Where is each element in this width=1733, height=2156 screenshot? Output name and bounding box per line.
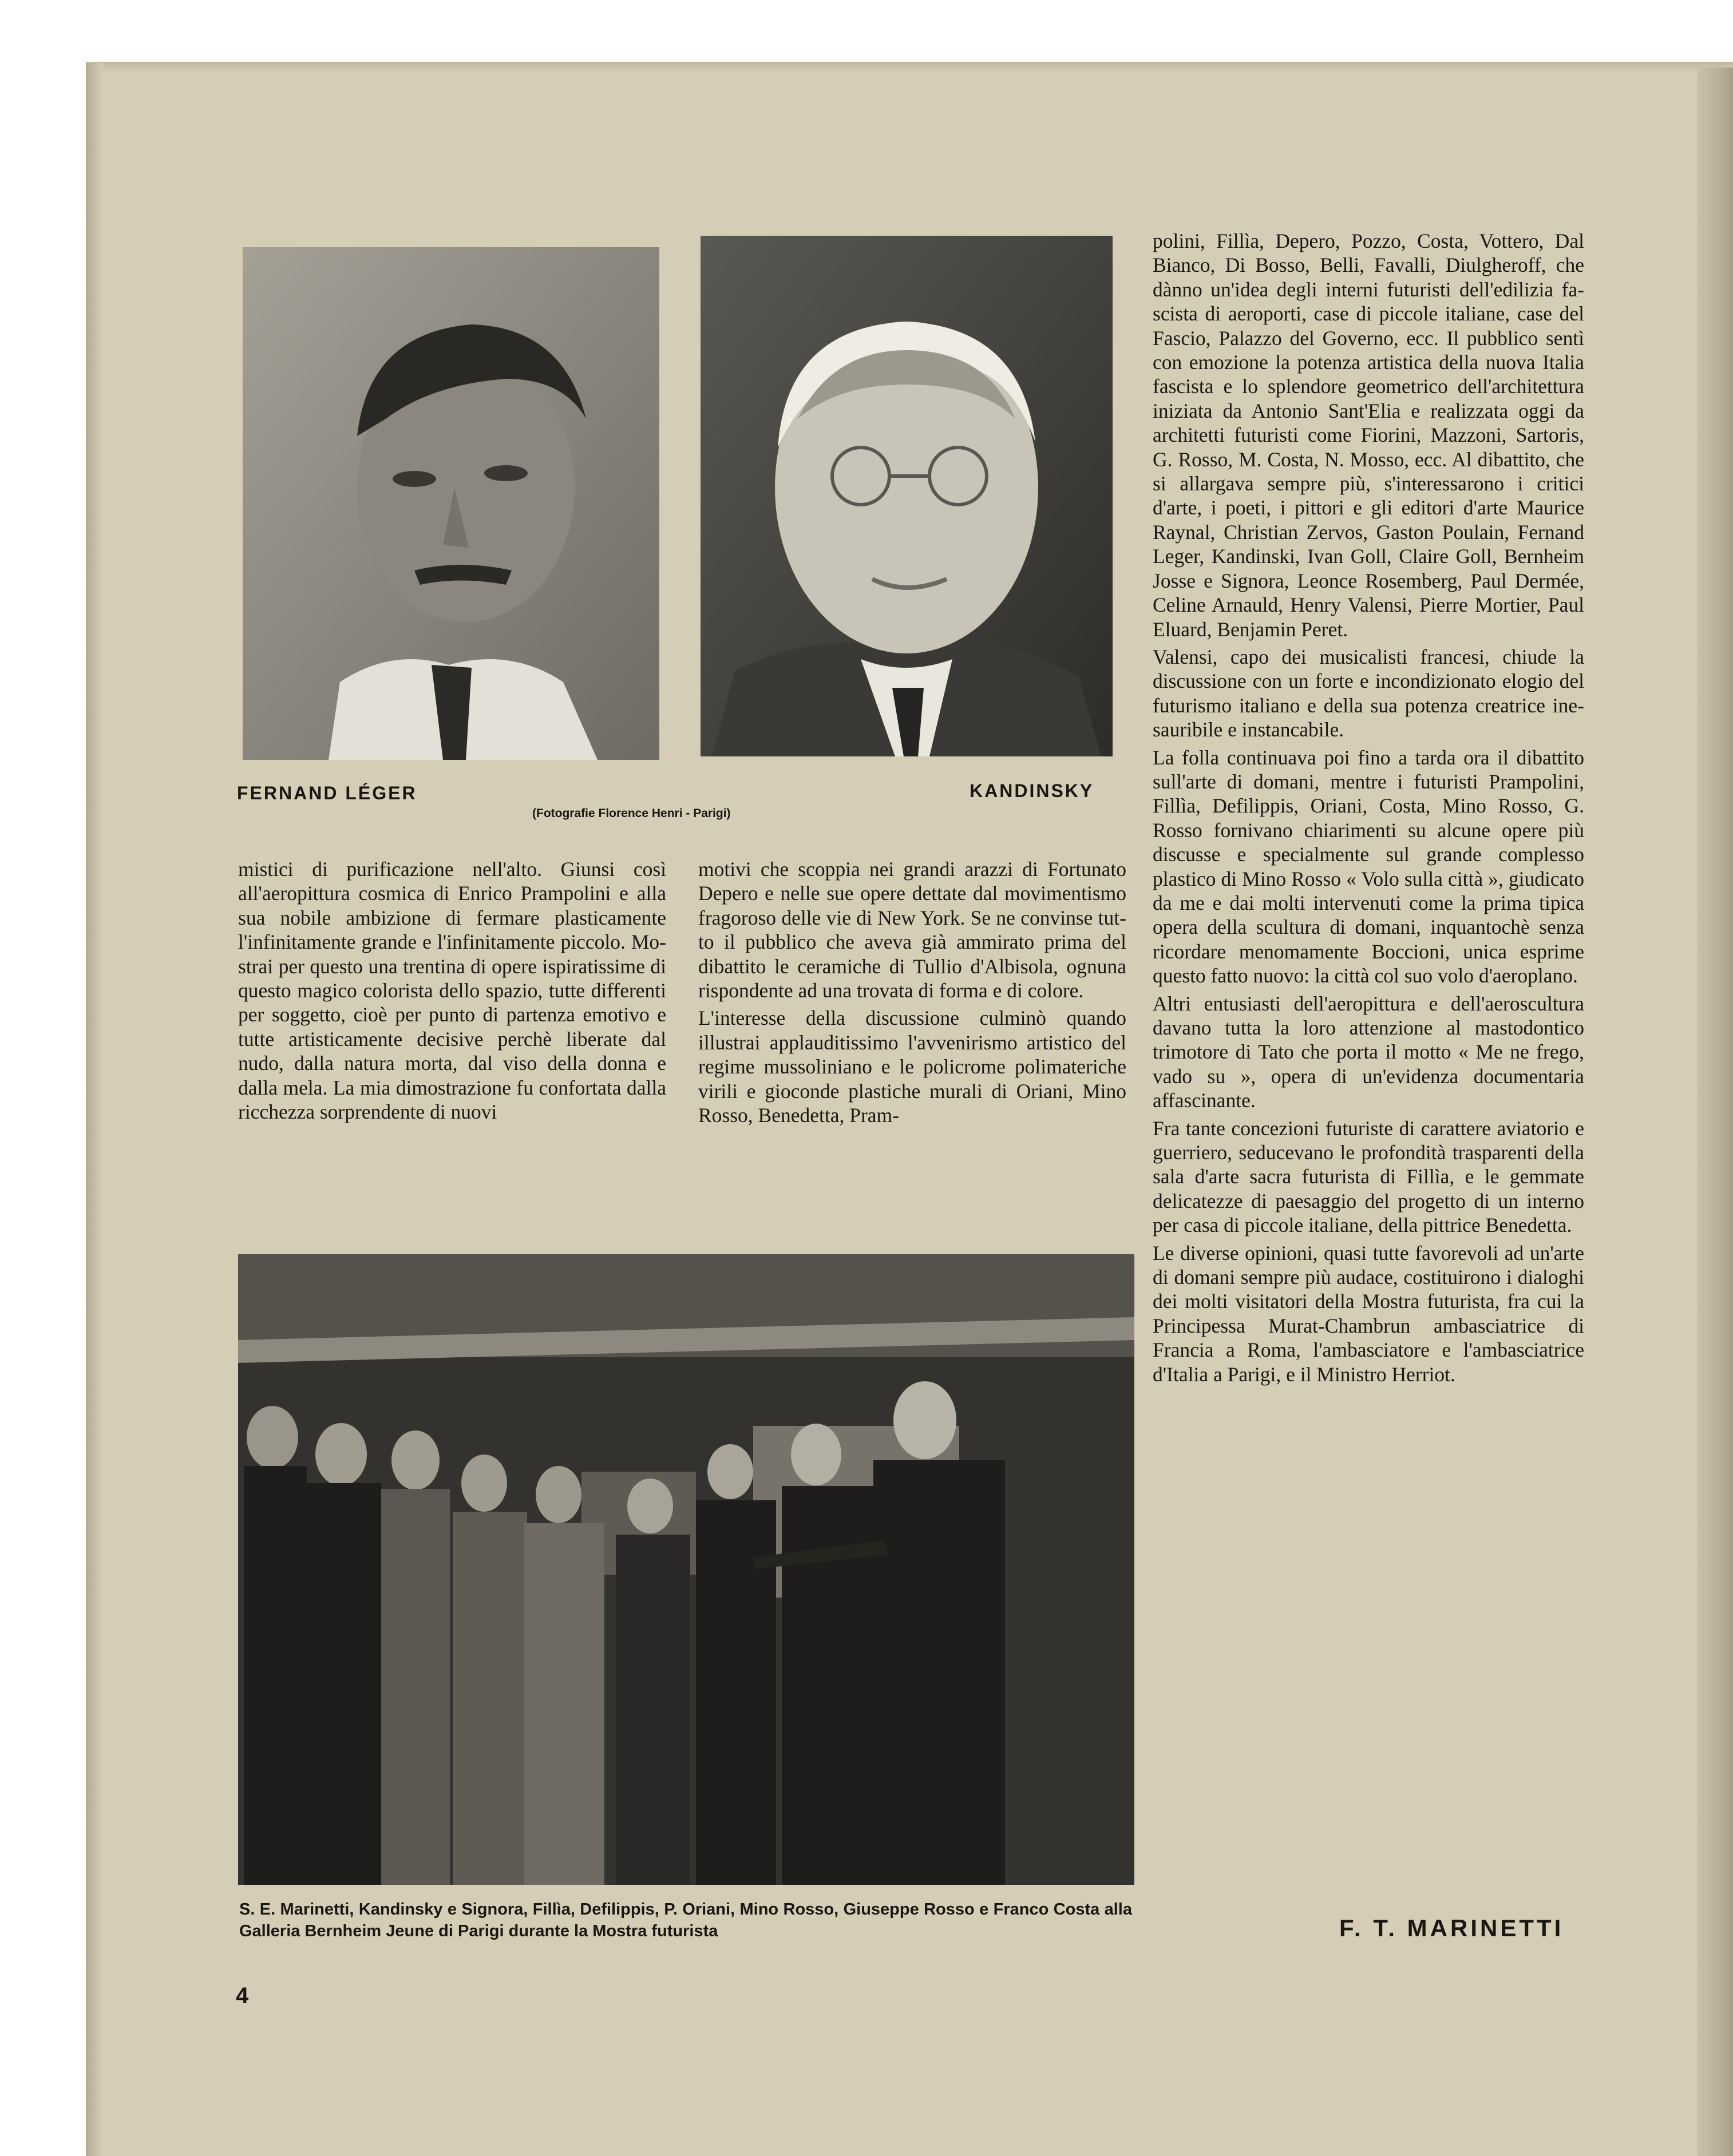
page-right-edge bbox=[1697, 68, 1733, 2156]
leger-portrait-photo bbox=[243, 247, 659, 760]
right-column-paragraph-6: Le diverse opinioni, quasi tutte favorevoli ad un'arte di domani sempre più audace, costituirono i dialoghi dei molti visitatori della Mostra futurista, fra cui la Principessa Murat-Chambrun ambasciatrice di Francia a Roma, l'ambasciatore e l'ambasciatrice d'Italia a Parigi, e il Ministro Herriot. bbox=[1153, 1241, 1584, 1386]
kandinsky-portrait-image bbox=[701, 236, 1113, 756]
middle-column-paragraph-2: L'interesse della discussione culminò quando illustrai applauditissimo l'avvenirismo artistico del regime mussoliniano e le policrome polimateriche virili e gioconde plastiche murali di Oriani, Mino Rosso, Benedetta, Pram- bbox=[698, 1006, 1126, 1127]
right-column-paragraph-3: La folla continuava poi fino a tarda ora il dibattito sull'arte di domani, mentre i futuristi Prampolini, Fillìa, Defilippis, Oriani, Costa, Mino Rosso, G. Rosso fornivano chiarimenti su alcune opere più discusse e specialmente sul grande complesso plastico di Mino Rosso « Volo sulla città », giudicato da me e dai molti intervenuti come la prima tipica opera della scultura di domani, inquantochè senza ricordare menomamente Boccioni, unica esprime questo fatto nuovo: la città col suo volo d'aeroplano. bbox=[1153, 746, 1584, 988]
left-column bbox=[238, 857, 666, 1127]
photo-credit: (Fotografie Florence Henri - Parigi) bbox=[532, 807, 731, 820]
group-photo bbox=[238, 1254, 1134, 1885]
kandinsky-caption: KANDINSKY bbox=[970, 780, 1094, 801]
right-column-paragraph-1: polini, Fillìa, Depero, Pozzo, Costa, Vottero, Dal Bianco, Di Bosso, Belli, Favalli, Diulgheroff, che dànno un'idea degli interni futuristi dell'edilizia fascista di aeroporti, case di piccole italiane, case del Fascio, Palazzo del Governo, ecc. Il pubblico sentì con emozione la potenza artistica della nuova Italia fascista e lo splendore geometrico dell'architettura iniziata da Antonio Sant'Elia e realizzata oggi da architetti futuristi come Fiorini, Mazzoni, Sartoris, G. Rosso, M. Costa, N. Mosso, ecc. Al dibattito, che si allargava sempre più, s'interessarono i critici d'arte, i poeti, i pittori e gli editori d'arte Maurice Raynal, Christian Zervos, Gaston Poulain, Fernand Leger, Kandinski, Ivan Goll, Claire Goll, Bernheim Josse e Signora, Leonce Rosemberg, Paul Dermée, Celine Arnauld, Henry Valensi, Pierre Mortier, Paul Eluard, Benjamin Peret. bbox=[1153, 229, 1584, 641]
middle-column-paragraph-1: motivi che scoppia nei grandi arazzi di Fortunato Depero e nelle sue opere dettate dal movimentismo fragoroso delle vie di New York. Se ne convinse tutto il pubblico che aveva già ammirato prima del dibattito le ceramiche di Tullio d'Albisola, ognuna rispondente ad una trovata di forma e di colore. bbox=[698, 858, 1126, 1002]
right-column-paragraph-5: Fra tante concezioni futuriste di carattere aviatorio e guerriero, seducevano le profondità trasparenti della sala d'arte sacra futurista di Fillìa, e le gemmate delicatezze di paesaggio del progetto di un interno per casa di piccole italiane, della pittrice Benedetta. bbox=[1153, 1116, 1584, 1237]
middle-column bbox=[698, 857, 1126, 1131]
page-top-edge bbox=[86, 62, 1733, 72]
left-column-paragraph-1: mistici di purificazione nell'alto. Giunsi così all'aeropittura cosmica di Enrico Prampolini e alla sua nobile ambizione di fermare plasticamente l'infinitamente grande e l'infinitamente piccolo. Mostrai per questo una trentina di opere ispiratissime di questo magico colorista dello spazio, tutte differenti per soggetto, cioè per punto di partenza emotivo e tutte artisticamente decisive perchè liberate dal nudo, dalla natura morta, dal viso della donna e dalla mela. La mia dimostrazione fu confortata dalla ricchezza sorprendente di nuovi bbox=[238, 858, 666, 1124]
leger-caption: FERNAND LÉGER bbox=[237, 783, 417, 803]
group-photo-image bbox=[238, 1254, 1134, 1885]
leger-portrait-image bbox=[243, 247, 659, 760]
page-number: 4 bbox=[236, 1983, 249, 2008]
right-column-paragraph-2: Valensi, capo dei musicalisti francesi, chiude la discussione con un forte e incondizionato elogio del futurismo italiano e della sua potenza creatrice inesauribile e instancabile. bbox=[1153, 645, 1584, 742]
kandinsky-portrait-photo bbox=[701, 236, 1113, 756]
group-photo-caption: S. E. Marinetti, Kandinsky e Signora, Fillìa, Defilippis, P. Oriani, Mino Rosso, Giuseppe Rosso e Franco Costa alla Galleria Bernheim Jeune di Parigi durante la Mostra futurista bbox=[239, 1900, 1132, 1940]
right-column-paragraph-4: Altri entusiasti dell'aeropittura e dell'aeroscultura davano tutta la loro attenzione al mastodontico trimotore di Tato che porta il motto « Me ne frego, vado su », opera di un'evidenza documentaria affascinante. bbox=[1153, 992, 1584, 1112]
author-signature: F. T. MARINETTI bbox=[1339, 1915, 1564, 1941]
right-column bbox=[1153, 229, 1584, 1390]
page-left-edge bbox=[86, 63, 103, 2156]
